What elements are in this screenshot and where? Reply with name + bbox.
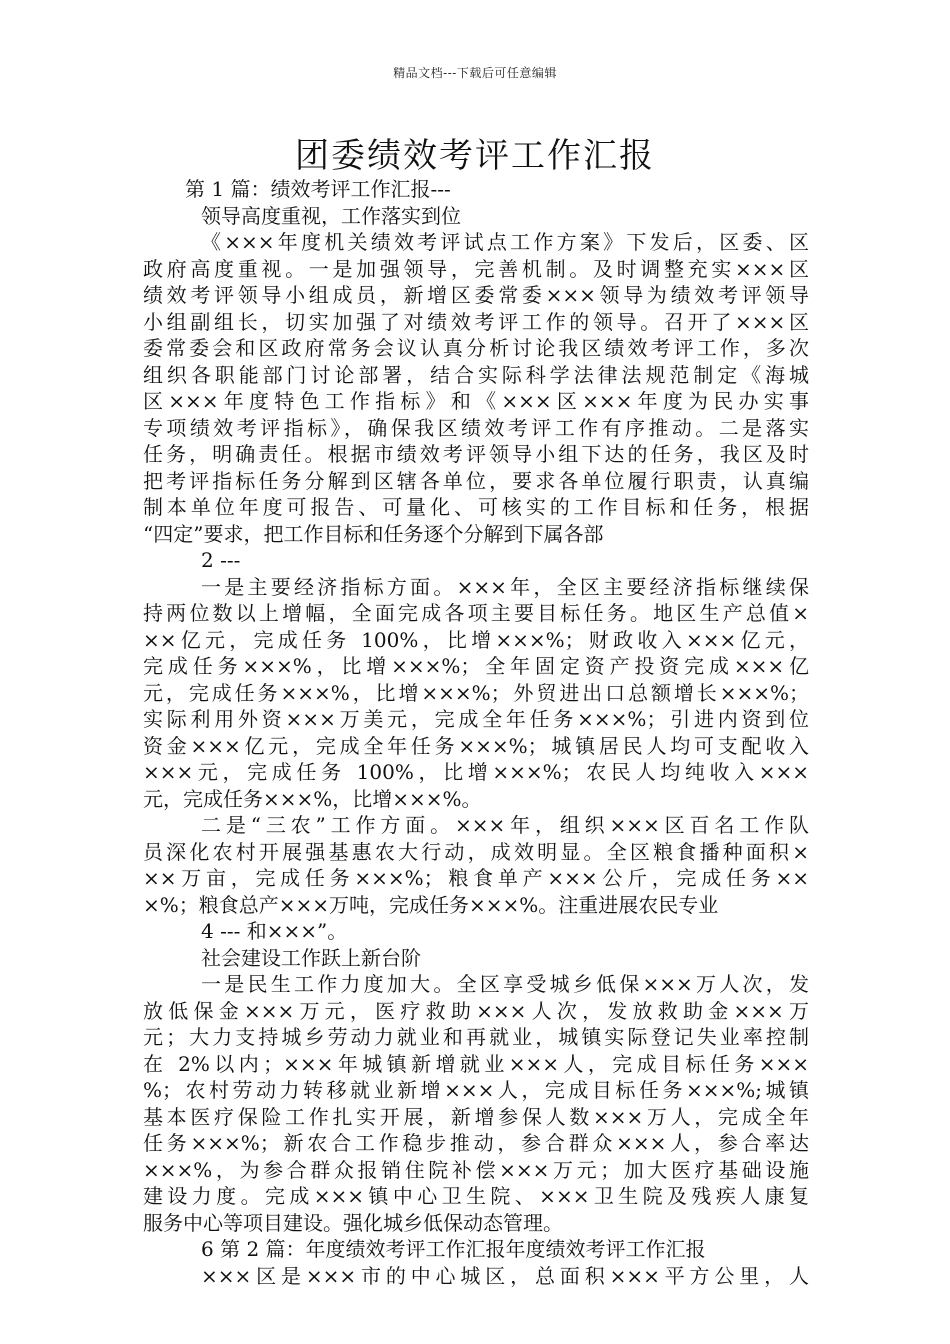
text-line: 2 --- [201,548,241,572]
text-line: ××亿元，完成任务 100%，比增×××%；财政收入×××亿元， [143,627,809,652]
text-line: 一是主要经济指标方面。×××年，全区主要经济指标继续保 [201,574,809,599]
text-line: 任务×××%；新农合工作稳步推动，参合群众×××人，参合率达 [143,1131,809,1155]
text-line: 区×××年度特色工作指标》和《×××区×××年度为民办实事 [143,389,809,413]
text-line: 第 1 篇：绩效考评工作汇报--- [185,177,451,201]
text-line: 元；大力支持城乡劳动力就业和再就业，城镇实际登记失业率控制 [143,1025,809,1049]
text-line: 服务中心等项目建设。强化城乡低保动态管理。 [143,1210,563,1235]
text-line: 一是民生工作力度加大。全区享受城乡低保×××万人次，发 [201,972,809,996]
text-line: 制本单位年度可报告、可量化、可核实的工作目标和任务，根据 [143,495,809,519]
text-line: 基本医疗保险工作扎实开展，新增参保人数×××万人，完成全年 [143,1104,809,1129]
text-line: 完成任务×××%，比增×××%；全年固定资产投资完成×××亿 [143,654,809,678]
text-line: %；农村劳动力转移就业新增×××人，完成目标任务×××%;城镇 [143,1078,809,1102]
text-line: 把考评指标任务分解到区辖各单位，要求各单位履行职责，认真编 [143,468,809,493]
document-body [143,176,809,1289]
header-note: 精品文档---下载后可任意编辑 [393,66,557,80]
text-line: 持两位数以上增幅，全面完成各项主要目标任务。地区生产总值× [143,601,809,625]
text-line: 建设力度。完成×××镇中心卫生院、×××卫生院及残疾人康复 [143,1184,809,1208]
text-line: 二是“三农”工作方面。×××年，组织×××区百名工作队 [201,813,809,837]
text-line: 《×××年度机关绩效考评试点工作方案》下发后，区委、区 [201,230,809,254]
text-line: 社会建设工作跃上新台阶 [201,945,421,970]
text-line: ×%；粮食总产×××万吨，完成任务×××%。注重进展农民专业 [143,892,719,917]
text-line: 4 --- 和×××”。 [201,919,348,943]
text-line: 任务，明确责任。根据市绩效考评领导小组下达的任务，我区及时 [143,442,809,466]
text-line: ×××%，为参合群众报销住院补偿×××万元；加大医疗基础设施 [143,1157,809,1182]
text-line: “四定”要求，把工作目标和任务逐个分解到下属各部 [143,521,604,546]
text-line: ×××区是×××市的中心城区，总面积×××平方公里，人 [201,1263,809,1288]
text-line: 元，完成任务×××%，比增×××%；外贸进出口总额增长×××%； [143,680,809,705]
text-line: 资金×××亿元，完成全年任务×××%；城镇居民人均可支配收入 [143,733,809,758]
text-line: ×××元，完成任务 100%，比增×××%；农民人均纯收入××× [143,760,809,784]
text-line: 委常委会和区政府常务会议认真分析讨论我区绩效考评工作，多次 [143,336,809,360]
text-line: 在 2%以内；×××年城镇新增就业×××人，完成目标任务××× [143,1051,809,1076]
text-line: 小组副组长，切实加强了对绩效考评工作的领导。召开了×××区 [143,309,809,334]
text-line: 领导高度重视，工作落实到位 [201,203,461,228]
text-line: 政府高度重视。一是加强领导，完善机制。及时调整充实×××区 [143,256,809,281]
text-line: ××万亩，完成任务×××%；粮食单产×××公斤，完成任务×× [143,866,809,890]
text-line: 放低保金×××万元，医疗救助×××人次，发放救助金×××万 [143,998,809,1023]
text-line: 员深化农村开展强基惠农大行动，成效明显。全区粮食播种面积× [143,839,809,864]
text-line: 绩效考评领导小组成员，新增区委常委×××领导为绩效考评领导 [143,283,809,307]
text-line: 组织各职能部门讨论部署，结合实际科学法律法规范制定《海城 [143,362,809,387]
text-line: 6 第 2 篇：年度绩效考评工作汇报年度绩效考评工作汇报 [201,1237,706,1261]
text-line: 元，完成任务×××%，比增×××%。 [143,786,482,811]
document-title: 团委绩效考评工作汇报 [295,136,655,176]
text-line: 实际利用外资×××万美元，完成全年任务×××%；引进内资到位 [143,707,809,731]
text-line: 专项绩效考评指标》，确保我区绩效考评工作有序推动。二是落实 [143,415,809,440]
